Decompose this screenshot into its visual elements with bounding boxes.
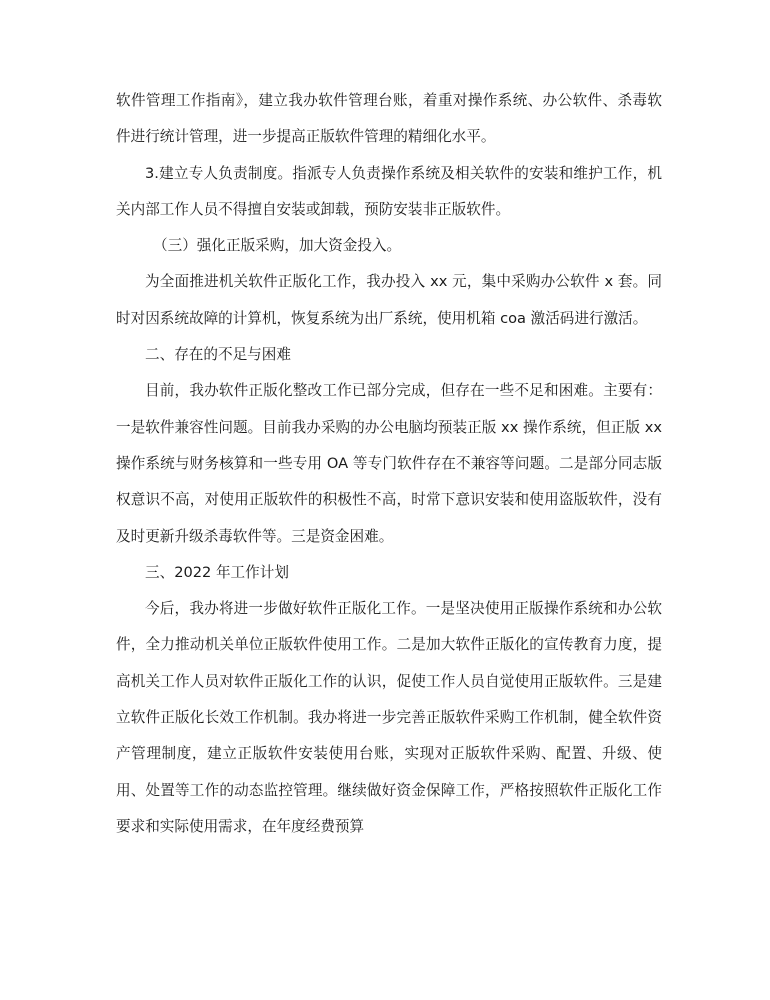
- document-body: [116, 83, 662, 845]
- section-heading-3: 三、2022 年工作计划: [145, 563, 289, 581]
- subsection-heading-3: （三）强化正版采购，加大资金投入。: [153, 237, 402, 255]
- paragraph-investment: 为全面推进机关软件正版化工作，我办投入 xx 元，集中采购办公软件 x 套。同时对因系统故障的计算机，恢复系统为出厂系统，使用机箱 coa 激活码进行激活。: [116, 273, 662, 327]
- paragraph-item-3: 3.建立专人负责制度。指派专人负责操作系统及相关软件的安装和维护工作，机关内部工作人员不得擅自安装或卸载，预防安装非正版软件。: [116, 164, 662, 218]
- paragraph-work-plan: 今后，我办将进一步做好软件正版化工作。一是坚决使用正版操作系统和办公软件，全力推动机关单位正版软件使用工作。二是加大软件正版化的宣传教育力度，提高机关工作人员对软件正版化工作的认识，促使工作人员自觉使用正版软件。三是建立软件正版化长效工作机制。我办将进一步完善正版软件采购工作机制，健全软件资产管理制度，建立正版软件安装使用台账，实现对正版软件采购、配置、升级、使用、处置等工作的动态监控管理。继续做好资金保障工作，严格按照软件正版化工作要求和实际使用需求，在年度经费预算: [116, 600, 662, 835]
- paragraph-difficulties: 目前，我办软件正版化整改工作已部分完成，但存在一些不足和困难。主要有：一是软件兼容性问题。目前我办采购的办公电脑均预装正版 xx 操作系统，但正版 xx 操作系统与财务核算和一些专用 OA 等专门软件存在不兼容等问题。二是部分同志版权意识不高，对使用正版软件的积极性不高，时常下意识安装和使用盗版软件，没有及时更新升级杀毒软件等。三是资金困难。: [116, 382, 662, 545]
- section-heading-2: 二、存在的不足与困难: [145, 346, 291, 364]
- paragraph-continuation: 软件管理工作指南》，建立我办软件管理台账，着重对操作系统、办公软件、杀毒软件进行统计管理，进一步提高正版软件管理的精细化水平。: [116, 92, 662, 146]
